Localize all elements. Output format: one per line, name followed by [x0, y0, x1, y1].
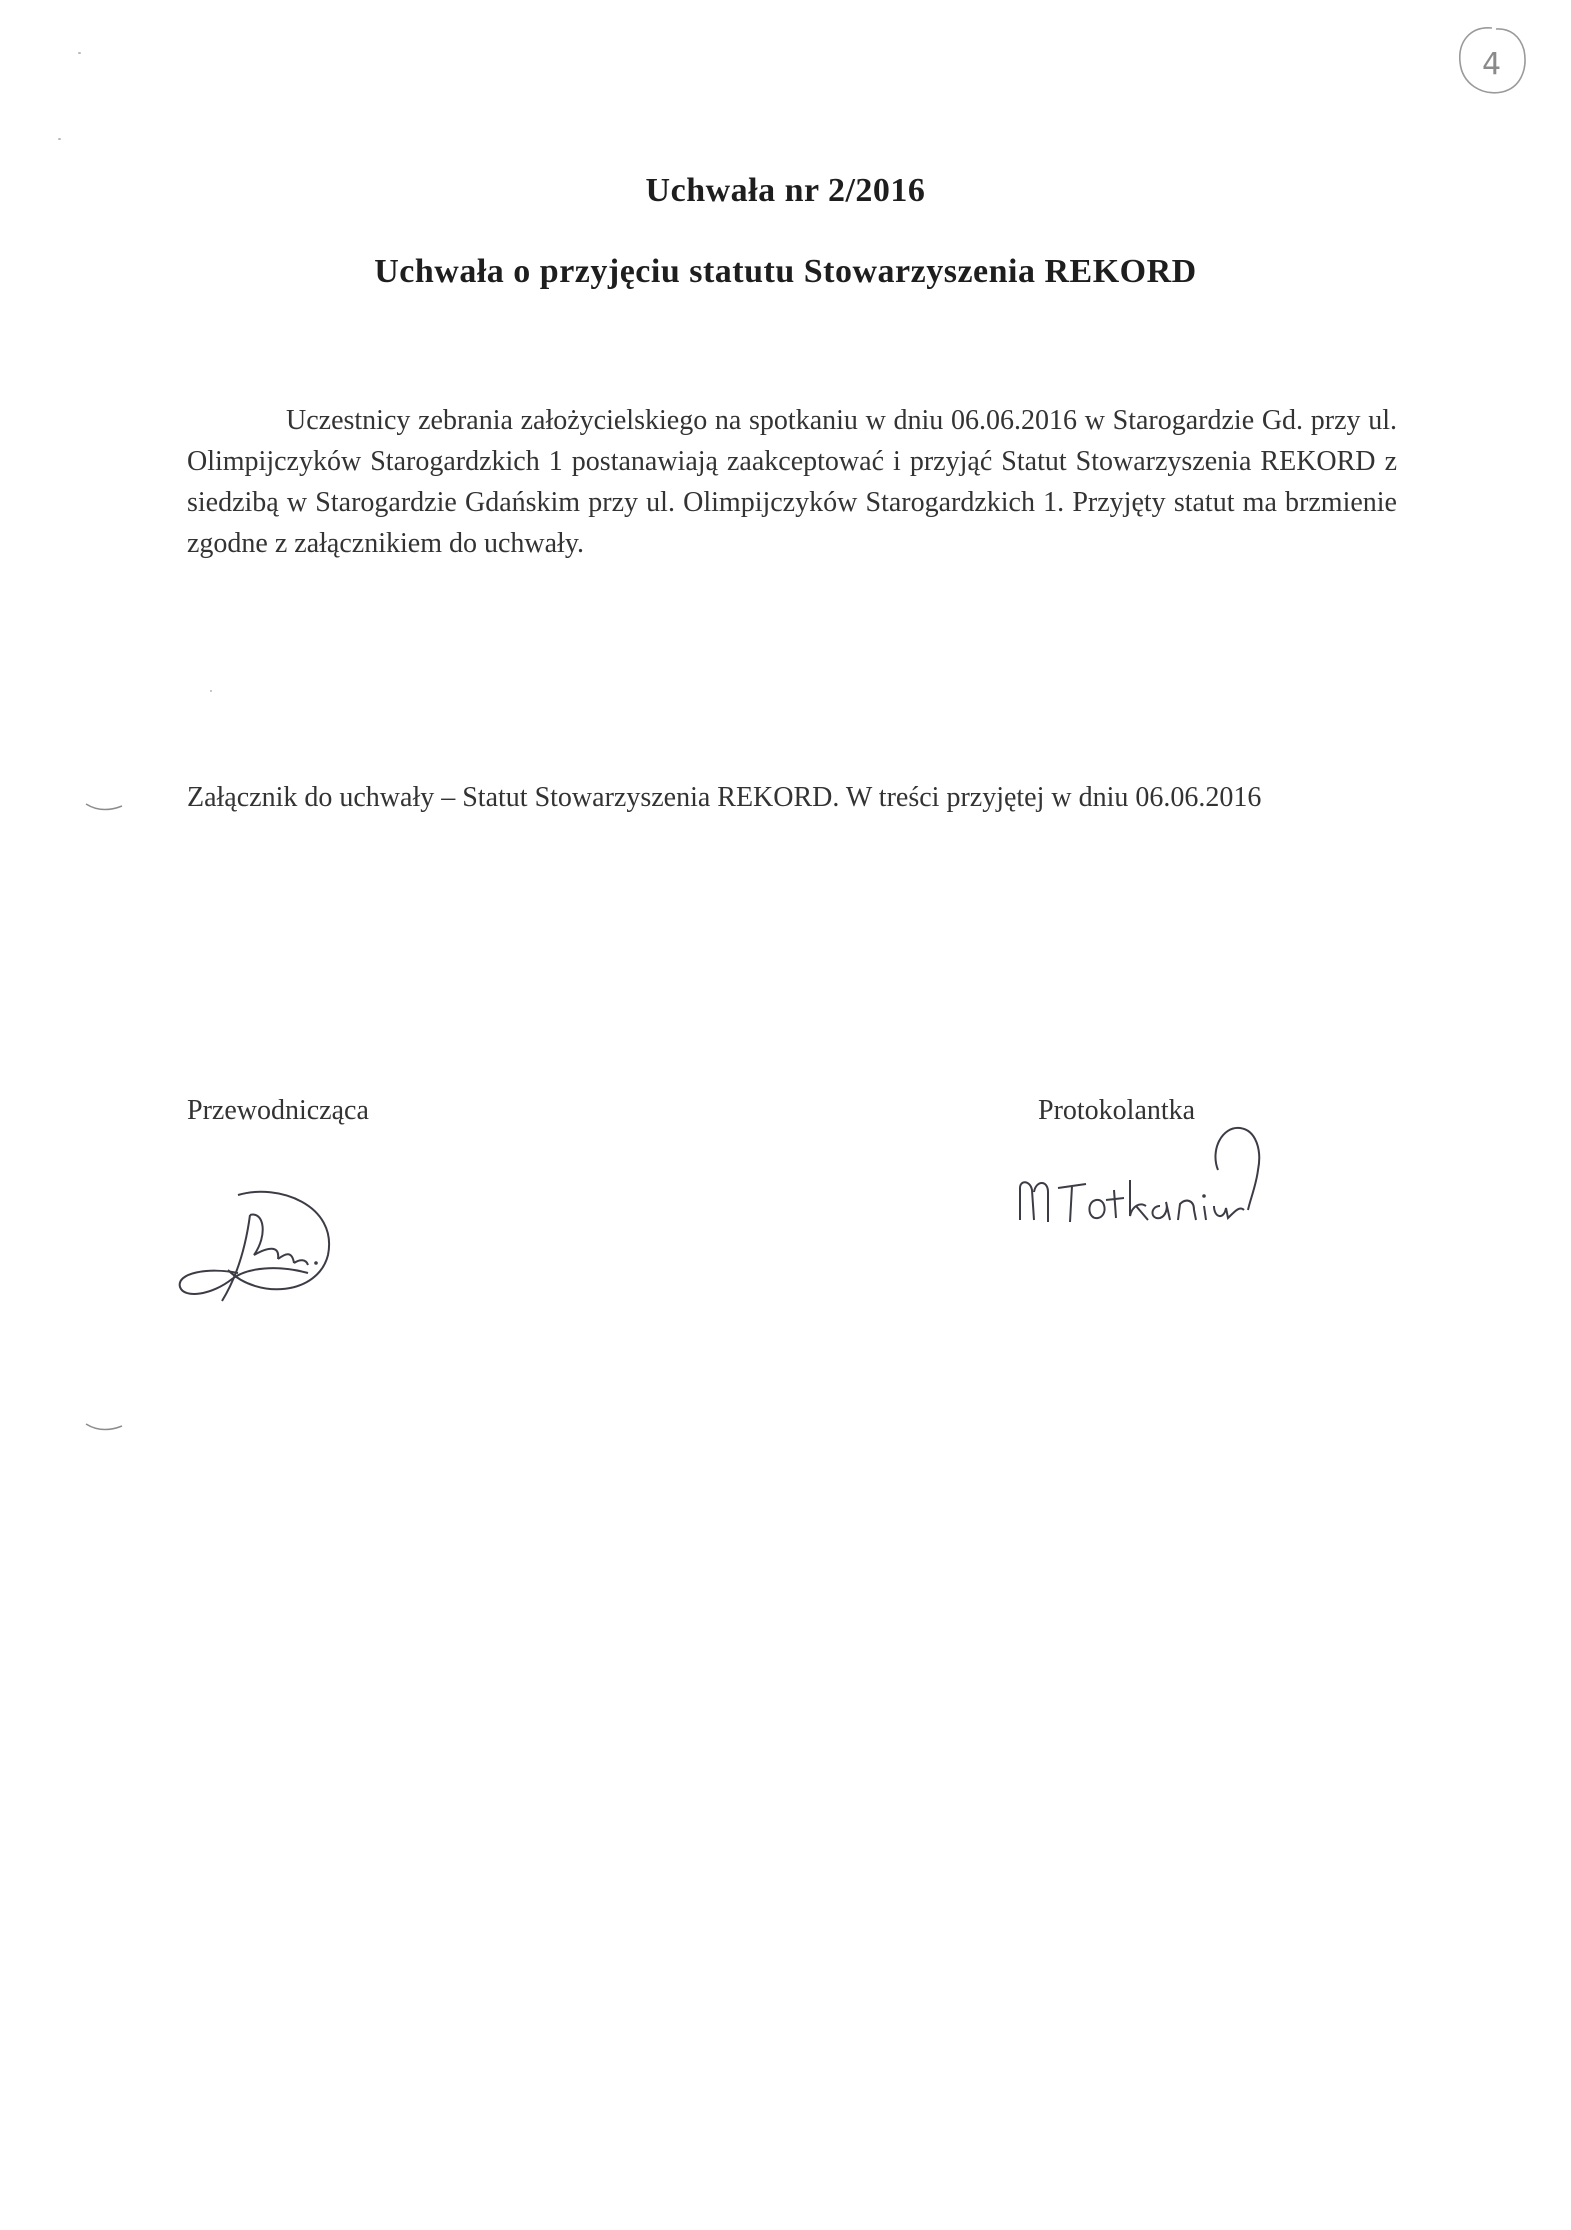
punch-hole-mark	[84, 1420, 124, 1434]
scan-speck	[58, 138, 61, 140]
chairperson-signature	[168, 1175, 348, 1325]
page-number-circle	[1452, 22, 1532, 102]
recorder-signature	[1000, 1110, 1290, 1240]
document-title: Uchwała nr 2/2016	[645, 172, 926, 209]
page-number-mark	[1452, 22, 1532, 102]
page-number-text: 4	[1482, 47, 1502, 82]
scan-speck	[78, 52, 81, 54]
scan-speck	[210, 690, 212, 692]
document-subtitle: Uchwała o przyjęciu statutu Stowarzyszenia REKORD	[374, 253, 1197, 290]
chairperson-label: Przewodnicząca	[187, 1095, 369, 1126]
resolution-paragraph: Uczestnicy zebrania założycielskiego na spotkaniu w dniu 06.06.2016 w Starogardzie Gd. przy ul. Olimpijczyków Starogardzkich 1 postanawiają zaakceptować i przyjąć Statut Stowarzyszenia REKORD z siedzibą w Starogardzie Gdańskim przy ul. Olimpijczyków Starogardzkich 1. Przyjęty statut ma brzmienie zgodne z załącznikiem do uchwały.	[187, 405, 1397, 559]
recorder-label: Protokolantka	[1038, 1095, 1196, 1126]
punch-hole-mark	[84, 800, 124, 814]
attachment-paragraph: Załącznik do uchwały – Statut Stowarzyszenia REKORD. W treści przyjętej w dniu 06.06.2016	[187, 782, 1262, 813]
